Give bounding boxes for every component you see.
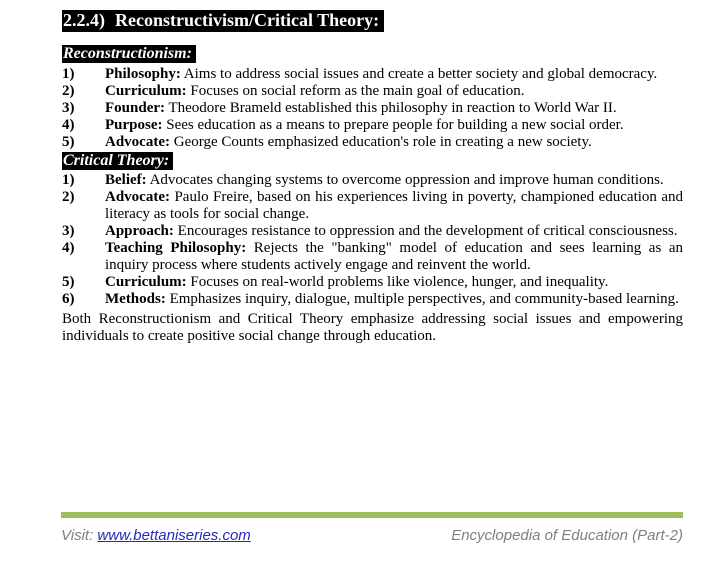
- item-number: 1): [62, 66, 75, 82]
- item-number: 5): [62, 274, 75, 290]
- item-label: Advocate:: [105, 189, 170, 205]
- critical-theory-list: [62, 172, 683, 308]
- item-text: Aims to address social issues and create a better society and global democracy.: [183, 66, 658, 82]
- list-item: [62, 240, 683, 274]
- item-text: Paulo Freire, based on his experiences living in poverty, championed education and literacy as tools for social change.: [105, 189, 683, 222]
- list-item: [62, 100, 683, 117]
- page-title: [62, 10, 384, 32]
- closing-paragraph: Both Reconstructionism and Critical Theory emphasize addressing social issues and empowering individuals to create positive social change through education.: [62, 311, 683, 344]
- item-text: Advocates changing systems to overcome oppression and improve human conditions.: [149, 172, 664, 188]
- list-item: [62, 134, 683, 151]
- visit-label: Visit:: [61, 527, 94, 544]
- page-footer: [61, 512, 683, 544]
- list-item: [62, 291, 683, 308]
- document-content: [62, 10, 683, 345]
- page-title-text: Reconstructivism/Critical Theory:: [115, 10, 380, 30]
- item-number: 1): [62, 172, 75, 188]
- list-item: [62, 189, 683, 223]
- list-item: [62, 117, 683, 134]
- item-number: 2): [62, 189, 75, 205]
- section-heading-reconstructionism: Reconstructionism:: [62, 45, 196, 63]
- item-text: Focuses on social reform as the main goal of education.: [190, 83, 525, 99]
- item-label: Curriculum:: [105, 83, 187, 99]
- footer-right-text: Encyclopedia of Education (Part-2): [451, 527, 683, 544]
- item-text: Rejects the "banking" model of education and sees learning as an inquiry process where students actively engage and reinvent the world.: [105, 240, 683, 273]
- list-item: [62, 274, 683, 291]
- item-label: Purpose:: [105, 117, 163, 133]
- website-link[interactable]: www.bettaniseries.com: [97, 527, 251, 544]
- item-number: 2): [62, 83, 75, 99]
- section-critical-theory: [62, 152, 683, 170]
- reconstructionism-list: [62, 66, 683, 151]
- item-label: Founder:: [105, 100, 165, 116]
- item-number: 6): [62, 291, 75, 307]
- page-title-number: 2.2.4): [63, 10, 105, 30]
- item-number: 4): [62, 240, 75, 256]
- item-text: Sees education as a means to prepare people for building a new social order.: [166, 117, 624, 133]
- item-number: 3): [62, 100, 75, 116]
- list-item: [62, 172, 683, 189]
- item-label: Curriculum:: [105, 274, 187, 290]
- item-label: Advocate:: [105, 134, 170, 150]
- item-label: Belief:: [105, 172, 147, 188]
- item-number: 3): [62, 223, 75, 239]
- item-label: Methods:: [105, 291, 166, 307]
- item-label: Approach:: [105, 223, 174, 239]
- section-reconstructionism: [62, 45, 683, 63]
- item-text: Focuses on real-world problems like violence, hunger, and inequality.: [190, 274, 609, 290]
- item-label: Philosophy:: [105, 66, 181, 82]
- item-text: George Counts emphasized education's role in creating a new society.: [173, 134, 592, 150]
- footer-divider: [61, 512, 683, 518]
- item-number: 5): [62, 134, 75, 150]
- footer-text-row: [61, 527, 683, 544]
- section-heading-critical-theory: Critical Theory:: [62, 152, 173, 170]
- list-item: [62, 83, 683, 100]
- footer-left: [61, 527, 251, 544]
- list-item: [62, 223, 683, 240]
- item-text: Emphasizes inquiry, dialogue, multiple perspectives, and community-based learning.: [169, 291, 679, 307]
- item-number: 4): [62, 117, 75, 133]
- item-text: Theodore Brameld established this philosophy in reaction to World War II.: [168, 100, 617, 116]
- item-label: Teaching Philosophy:: [105, 240, 247, 256]
- item-text: Encourages resistance to oppression and the development of critical consciousness.: [177, 223, 678, 239]
- list-item: [62, 66, 683, 83]
